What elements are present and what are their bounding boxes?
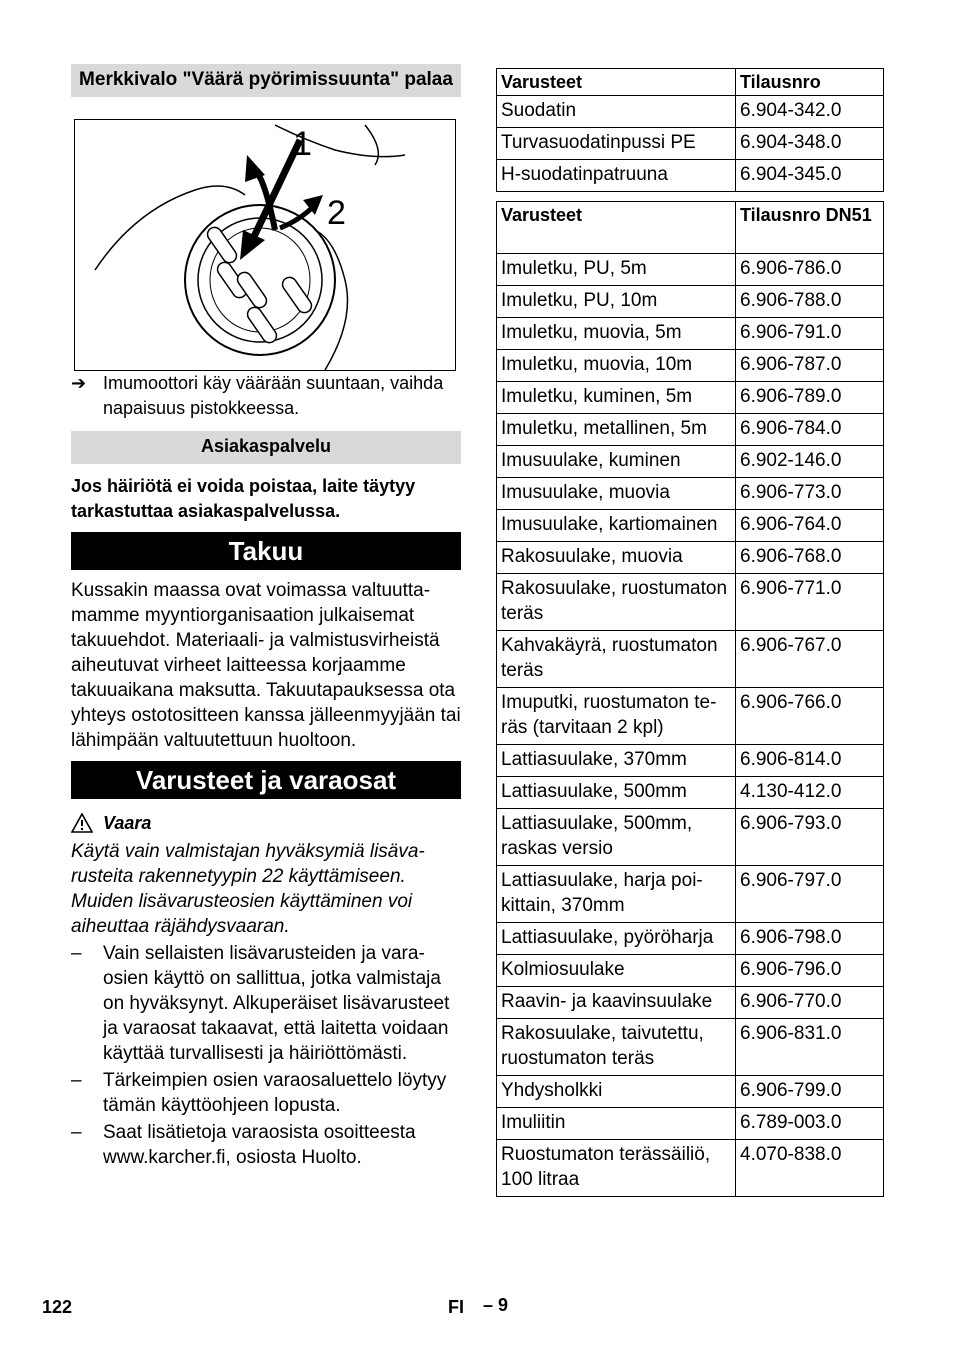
table-row bbox=[497, 631, 884, 688]
accessory-name: Imuletku, metallinen, 5m bbox=[497, 414, 736, 446]
table-row bbox=[497, 923, 884, 955]
table-body bbox=[497, 254, 884, 1197]
danger-title bbox=[71, 811, 461, 835]
order-number: 6.906-789.0 bbox=[736, 382, 884, 414]
order-number: 6.789-003.0 bbox=[736, 1108, 884, 1140]
order-number: 6.906-788.0 bbox=[736, 286, 884, 318]
accessory-name: Rakosuulake, ruostumaton teräs bbox=[497, 574, 736, 631]
order-number: 6.906-814.0 bbox=[736, 745, 884, 777]
service-heading: Asiakaspalvelu bbox=[71, 431, 461, 464]
table-row bbox=[497, 510, 884, 542]
warning-icon bbox=[71, 813, 93, 833]
table-row bbox=[497, 1108, 884, 1140]
order-number: 6.906-793.0 bbox=[736, 809, 884, 866]
accessory-name: Kahvakäyrä, ruostumaton teräs bbox=[497, 631, 736, 688]
table-body bbox=[497, 96, 884, 192]
dash-marker: – bbox=[71, 1122, 82, 1143]
column-header-accessory: Varusteet bbox=[497, 202, 736, 254]
accessory-name: Ruostumaton terässäiliö, 100 litraa bbox=[497, 1140, 736, 1197]
accessory-name: Imusuulake, kartiomainen bbox=[497, 510, 736, 542]
table-header-row bbox=[497, 202, 884, 254]
result-item bbox=[71, 371, 461, 421]
accessory-name: Raavin- ja kaavinsuulake bbox=[497, 987, 736, 1019]
order-number: 4.130-412.0 bbox=[736, 777, 884, 809]
list-item bbox=[71, 941, 461, 1066]
table-row bbox=[497, 688, 884, 745]
figure-label-2: 2 bbox=[327, 194, 346, 232]
left-column bbox=[71, 64, 461, 1170]
order-number: 6.902-146.0 bbox=[736, 446, 884, 478]
accessory-name: Rakosuulake, muovia bbox=[497, 542, 736, 574]
order-number: 6.906-784.0 bbox=[736, 414, 884, 446]
table-row bbox=[497, 478, 884, 510]
order-number: 6.906-796.0 bbox=[736, 955, 884, 987]
service-text: Jos häiriötä ei voida poistaa, laite täytyy tarkastuttaa asiakaspalvelussa. bbox=[71, 476, 416, 521]
dash-marker: – bbox=[71, 1070, 82, 1091]
accessories-table-1 bbox=[496, 68, 884, 192]
accessories-table-2 bbox=[496, 201, 884, 1197]
order-number: 6.906-764.0 bbox=[736, 510, 884, 542]
table-row bbox=[497, 1076, 884, 1108]
order-number: 6.906-799.0 bbox=[736, 1076, 884, 1108]
table-row bbox=[497, 254, 884, 286]
danger-title-text: Vaara bbox=[103, 813, 152, 833]
table-row bbox=[497, 446, 884, 478]
accessory-name: Imuletku, PU, 5m bbox=[497, 254, 736, 286]
accessory-name: Imuletku, muovia, 10m bbox=[497, 350, 736, 382]
table-row bbox=[497, 128, 884, 160]
accessory-name: Turvasuodatinpussi PE bbox=[497, 128, 736, 160]
accessories-heading: Varusteet ja varaosat bbox=[71, 761, 461, 799]
column-header-accessory: Varusteet bbox=[497, 69, 736, 96]
plug-rotation-figure bbox=[74, 119, 456, 371]
order-number: 6.906-771.0 bbox=[736, 574, 884, 631]
danger-text: Käytä vain valmistajan hyväksymiä lisävarusteita rakennetyypin 22 käyttämiseen. Muiden lisävarusteosien käyttäminen voi aiheuttaa räjähdysvaaran. bbox=[71, 841, 425, 937]
list-item-text: Saat lisätietoja varaosista osoitteesta www.karcher.fi, osiosta Huolto. bbox=[103, 1122, 416, 1168]
dash-marker: – bbox=[71, 943, 82, 964]
accessory-name: Imuliitin bbox=[497, 1108, 736, 1140]
accessory-name: Lattiasuulake, 500mm, raskas versio bbox=[497, 809, 736, 866]
accessory-name: Kolmiosuulake bbox=[497, 955, 736, 987]
table-row bbox=[497, 866, 884, 923]
warranty-text: Kussakin maassa ovat voimassa valtuuttamamme myyntiorganisaation julkaisemat takuuehdot. Materiaali- ja valmistusvirheistä aiheutuvat virheet laitteessa korjaamme takuuaikana maksutta. Takuutapauksessa ota yhteys ostotositteen kanssa jälleenmyyjään tai lähimpään valtuutettuun huoltoon. bbox=[71, 580, 461, 751]
section-number: – 9 bbox=[483, 1295, 509, 1315]
accessory-name: Lattiasuulake, pyöröharja bbox=[497, 923, 736, 955]
table-row bbox=[497, 96, 884, 128]
accessory-name: Imusuulake, muovia bbox=[497, 478, 736, 510]
order-number: 6.906-787.0 bbox=[736, 350, 884, 382]
accessory-name: Lattiasuulake, harja poikittain, 370mm bbox=[497, 866, 736, 923]
order-number: 4.070-838.0 bbox=[736, 1140, 884, 1197]
accessory-name: Imuletku, muovia, 5m bbox=[497, 318, 736, 350]
list-item-text: Tärkeimpien osien varaosaluettelo löytyy tämän käyttöohjeen lopusta. bbox=[103, 1070, 447, 1116]
accessory-name: Yhdysholkki bbox=[497, 1076, 736, 1108]
table-row bbox=[497, 574, 884, 631]
accessory-name: Suodatin bbox=[497, 96, 736, 128]
table-row bbox=[497, 987, 884, 1019]
table-row bbox=[497, 542, 884, 574]
accessory-name: Imuletku, PU, 10m bbox=[497, 286, 736, 318]
language-code: FI bbox=[448, 1297, 464, 1317]
accessory-name: Lattiasuulake, 370mm bbox=[497, 745, 736, 777]
accessory-name: Imuputki, ruostumaton teräs (tarvitaan 2 kpl) bbox=[497, 688, 736, 745]
order-number: 6.904-348.0 bbox=[736, 128, 884, 160]
order-number: 6.906-766.0 bbox=[736, 688, 884, 745]
order-number: 6.904-345.0 bbox=[736, 160, 884, 192]
order-number: 6.906-773.0 bbox=[736, 478, 884, 510]
list-item bbox=[71, 1120, 461, 1170]
order-number: 6.904-342.0 bbox=[736, 96, 884, 128]
accessory-name: Lattiasuulake, 500mm bbox=[497, 777, 736, 809]
order-number: 6.906-798.0 bbox=[736, 923, 884, 955]
indicator-heading: Merkkivalo "Väärä pyörimissuunta" palaa bbox=[71, 64, 461, 97]
table-row bbox=[497, 745, 884, 777]
table-row bbox=[497, 382, 884, 414]
result-text: Imumoottori käy väärään suuntaan, vaihda napaisuus pistokkeessa. bbox=[103, 373, 444, 418]
order-number: 6.906-770.0 bbox=[736, 987, 884, 1019]
order-number: 6.906-768.0 bbox=[736, 542, 884, 574]
warranty-heading: Takuu bbox=[71, 532, 461, 570]
table-row bbox=[497, 414, 884, 446]
column-header-order-no: Tilausnro DN51 bbox=[736, 202, 884, 254]
order-number: 6.906-831.0 bbox=[736, 1019, 884, 1076]
accessory-name: Imuletku, kuminen, 5m bbox=[497, 382, 736, 414]
table-row bbox=[497, 318, 884, 350]
table-header-row bbox=[497, 69, 884, 96]
column-header-order-no: Tilausnro bbox=[736, 69, 884, 96]
table-row bbox=[497, 955, 884, 987]
accessory-name: H-suodatinpatruuna bbox=[497, 160, 736, 192]
list-item bbox=[71, 1068, 461, 1118]
right-column bbox=[496, 68, 884, 1197]
accessory-name: Rakosuulake, taivutettu, ruostumaton teräs bbox=[497, 1019, 736, 1076]
order-number: 6.906-786.0 bbox=[736, 254, 884, 286]
list-item-text: Vain sellaisten lisävarusteiden ja varaosien käyttö on sallittua, jotka valmistaja on hyväksynyt. Alkuperäiset lisävarusteet ja varaosat takaavat, että laitetta voidaan käyttää turvallisesti ja häiriöttömästi. bbox=[103, 943, 450, 1064]
table-row bbox=[497, 286, 884, 318]
order-number: 6.906-797.0 bbox=[736, 866, 884, 923]
table-row bbox=[497, 1140, 884, 1197]
table-row bbox=[497, 1019, 884, 1076]
plug-illustration bbox=[75, 120, 455, 370]
table-row bbox=[497, 777, 884, 809]
order-number: 6.906-767.0 bbox=[736, 631, 884, 688]
table-row bbox=[497, 350, 884, 382]
table-row bbox=[497, 160, 884, 192]
accessory-name: Imusuulake, kuminen bbox=[497, 446, 736, 478]
page-number: 122 bbox=[42, 1297, 73, 1317]
table-row bbox=[497, 809, 884, 866]
arrow-icon: ➔ bbox=[71, 373, 87, 393]
order-number: 6.906-791.0 bbox=[736, 318, 884, 350]
figure-label-1: 1 bbox=[293, 125, 312, 163]
